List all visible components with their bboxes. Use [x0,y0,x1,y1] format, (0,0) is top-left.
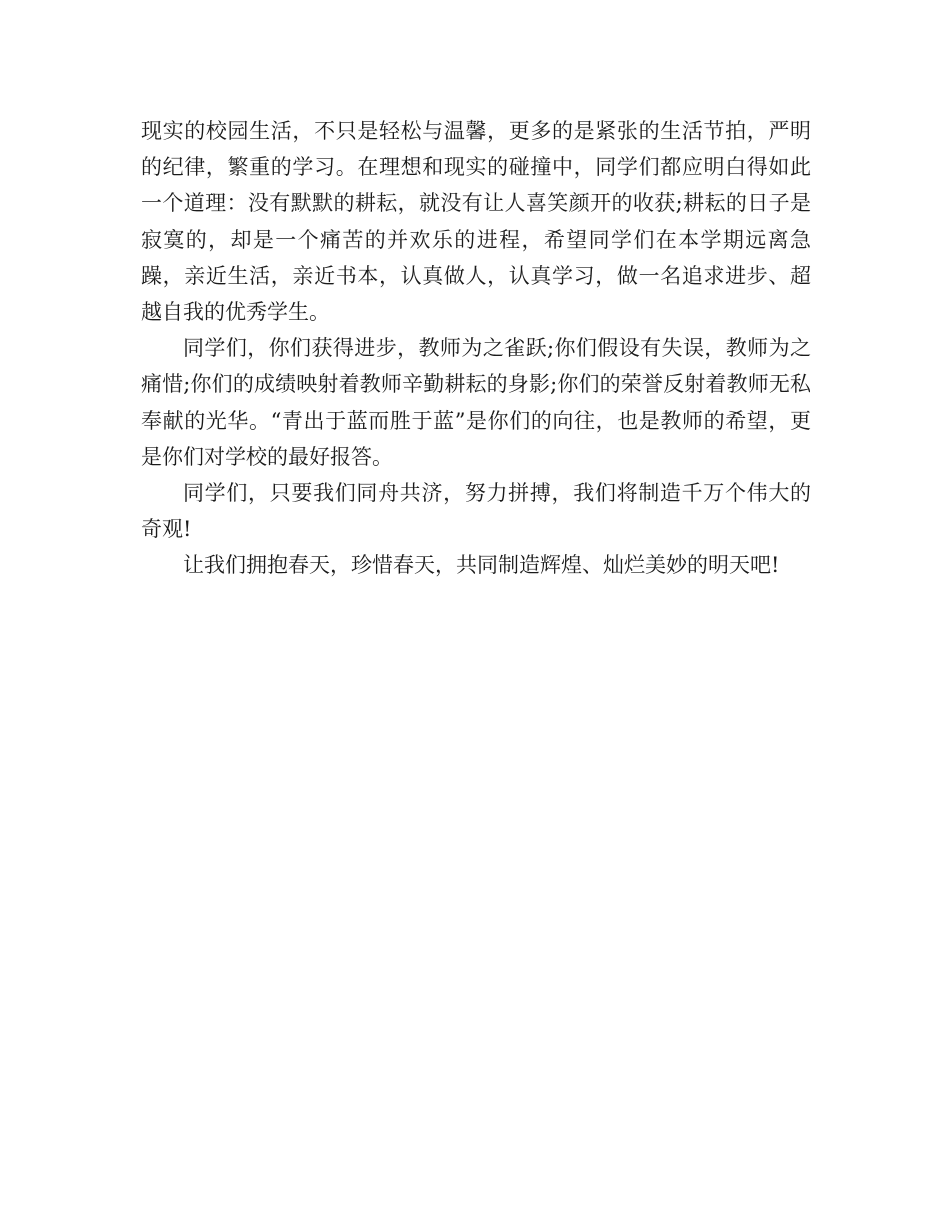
paragraph-3: 同学们，只要我们同舟共济，努力拼搏，我们将制造千万个伟大的奇观! [141,481,811,542]
paragraph-4: 让我们拥抱春天，珍惜春天，共同制造辉煌、灿烂美妙的明天吧! [183,553,780,578]
paragraph-1: 现实的校园生活，不只是轻松与温馨，更多的是紧张的生活节拍，严明的纪律，繁重的学习。在理想和现实的碰撞中，同学们都应明白得如此一个道理：没有默默的耕耘，就没有让人喜笑颜开的收获;耕耘的日子是寂寞的，却是一个痛苦的并欢乐的进程，希望同学们在本学期远离急躁，亲近生活，亲近书本，认真做人，认真学习，做一名追求进步、超越自我的优秀学生。 [141,119,811,325]
paragraph-2: 同学们，你们获得进步，教师为之雀跃;你们假设有失误，教师为之痛惜;你们的成绩映射着教师辛勤耕耘的身影;你们的荣誉反射着教师无私奉献的光华。“青出于蓝而胜于蓝”是你们的向往，也是教师的希望，更是你们对学校的最好报答。 [141,336,811,469]
document-body [141,113,811,584]
